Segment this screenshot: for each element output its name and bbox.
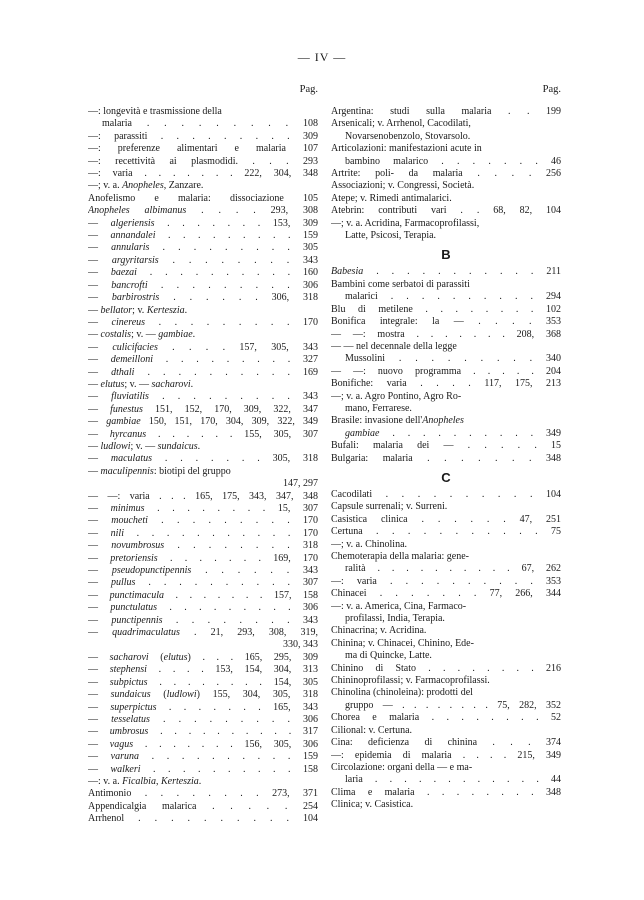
index-entry: — cinereus . . . . . . . . . 170 bbox=[88, 316, 318, 328]
index-entry: Bufali: malaria dei — . . . . . 15 bbox=[331, 440, 561, 452]
index-entry: — annandalei . . . . . . . . . 159 bbox=[88, 230, 318, 242]
pag-label-left: Pag. bbox=[299, 84, 318, 95]
index-entry: bambino malarico . . . . . . . 46 bbox=[345, 155, 561, 167]
index-entry: profilassi, India, Terapia. bbox=[345, 613, 445, 625]
index-entry: 330, 343 bbox=[283, 639, 318, 651]
index-entry: Bambini come serbatoi di parassiti bbox=[331, 278, 470, 290]
index-entry: — hyrcanus . . . . . . 155, 305, 307 bbox=[88, 428, 318, 440]
index-entry: Argentina: studi sulla malaria . . 199 bbox=[331, 106, 561, 117]
index-entry: Chinino di Stato . . . . . . . . 216 bbox=[331, 662, 561, 674]
index-entry: Cina: deficienza di chinina . . . 374 bbox=[331, 737, 561, 749]
index-entry: — annularis . . . . . . . . . 305 bbox=[88, 242, 318, 254]
index-entry: —: recettività ai plasmodidi. . . . 293 bbox=[88, 155, 318, 167]
index-entry: — punctimacula . . . . . . . 157, 158 bbox=[88, 589, 318, 601]
index-entry: — costalis; v. — gambiae. bbox=[88, 329, 196, 341]
index-entry: Chinacrina; v. Acridina. bbox=[331, 625, 427, 637]
index-entry: — novumbrosus . . . . . . . . 318 bbox=[88, 540, 318, 552]
index-entry: Mussolini . . . . . . . . . 340 bbox=[345, 353, 561, 365]
index-entry: — —: mostra . . . . . . . 208, 368 bbox=[331, 328, 561, 340]
index-entry: — varuna . . . . . . . . . . 159 bbox=[88, 751, 318, 763]
index-entry: — algeriensis . . . . . . . 153, 309 bbox=[88, 217, 318, 229]
index-entry: Certuna . . . . . . . . . . . 75 bbox=[331, 526, 561, 538]
index-entry: 147, 297 bbox=[283, 478, 318, 490]
index-entry: — fluviatilis . . . . . . . . . 343 bbox=[88, 391, 318, 403]
index-entry: —; v. a. Acridina, Farmacoprofilassi, bbox=[331, 217, 480, 229]
index-entry: Casistica clinica . . . . . . 47, 251 bbox=[331, 513, 561, 525]
index-entry: Bonifiche: varia . . . . 117, 175, 213 bbox=[331, 378, 561, 390]
index-entry: Anofelismo e malaria: dissociazione 105 bbox=[88, 192, 318, 204]
index-entry: — elutus; v. — sacharovi. bbox=[88, 378, 194, 390]
index-entry: — bancrofti . . . . . . . . . 306 bbox=[88, 279, 318, 291]
index-entry: — ludlowi; v. — sundaicus. bbox=[88, 440, 201, 452]
c-entry-list bbox=[331, 489, 561, 812]
index-entry: — walkeri . . . . . . . . . . 158 bbox=[88, 763, 318, 775]
left-entry-list bbox=[88, 106, 318, 826]
section-heading-b: B bbox=[441, 247, 451, 263]
index-entry: Bulgaria: malaria . . . . . . . 348 bbox=[331, 452, 561, 464]
index-entry: Chorea e malaria . . . . . . . . 52 bbox=[331, 712, 561, 724]
index-entry: —: varia . . . . . . . . . . 353 bbox=[331, 575, 561, 587]
index-entry: — minimus . . . . . . . . 15, 307 bbox=[88, 503, 318, 514]
index-entry: Anopheles albimanus . . . . 293, 308 bbox=[88, 205, 318, 217]
index-entry: — superpictus . . . . . . . 165, 343 bbox=[88, 701, 318, 713]
index-entry: Novarsenobenzolo, Stovarsolo. bbox=[345, 130, 471, 142]
index-entry: — dthali . . . . . . . . . . 169 bbox=[88, 366, 318, 378]
index-entry: —: longevità e trasmissione della bbox=[88, 106, 222, 117]
index-entry: — bellator; v. Kerteszia. bbox=[88, 304, 188, 316]
index-entry: — demeilloni . . . . . . . . . 327 bbox=[88, 354, 318, 366]
index-entry: — sacharovi (elutus) . . . 165, 295, 309 bbox=[88, 651, 318, 663]
index-entry: Brasile: invasione dell'Anopheles bbox=[331, 415, 464, 427]
index-entry: — maculipennis: biotipi del gruppo bbox=[88, 465, 231, 477]
index-entry: Antimonio . . . . . . . . 273, 371 bbox=[88, 788, 318, 800]
index-entry: — quadrimaculatus . 21, 293, 308, 319, bbox=[88, 627, 318, 639]
index-entry: Cacodilati . . . . . . . . . . 104 bbox=[331, 488, 561, 500]
index-entry: — pseudopunctipennis . . . . . . 343 bbox=[88, 565, 318, 577]
index-entry: ma di Quincke, Latte. bbox=[345, 650, 432, 662]
index-entry: Latte, Psicosi, Terapia. bbox=[345, 230, 437, 242]
index-entry: —: v. a. America, Cina, Farmaco- bbox=[331, 600, 467, 612]
index-entry: — pretoriensis . . . . . . . 169, 170 bbox=[88, 552, 318, 564]
index-entry: Blu di metilene . . . . . . . . 102 bbox=[331, 303, 561, 315]
a-entries-continued bbox=[331, 106, 561, 242]
index-entry: — — nel decennale della legge bbox=[331, 340, 457, 352]
index-entry: Arrhenol . . . . . . . . . . 104 bbox=[88, 813, 318, 825]
page-number: — IV — bbox=[297, 50, 347, 64]
index-entry: — punctipennis . . . . . . . . 343 bbox=[88, 614, 318, 626]
index-entry: gambiae . . . . . . . . . . 349 bbox=[345, 427, 561, 439]
index-entry: — subpictus . . . . . . . . 154, 305 bbox=[88, 676, 318, 688]
index-entry: Artrite: poli- da malaria . . . . 256 bbox=[331, 168, 561, 180]
index-entry: —: parassiti . . . . . . . . . 309 bbox=[88, 130, 318, 142]
index-entry: laria . . . . . . . . . . . . 44 bbox=[345, 774, 561, 786]
index-entry: — funestus 151, 152, 170, 309, 322, 347 bbox=[88, 403, 318, 415]
index-entry: gruppo — . . . . . . . . 75, 282, 352 bbox=[345, 699, 561, 711]
index-entry: Cilional: v. Certuna. bbox=[331, 724, 413, 736]
index-entry: — nili . . . . . . . . . . . 170 bbox=[88, 527, 318, 539]
index-entry: — —: nuovo programma . . . . . 204 bbox=[331, 365, 561, 377]
index-entry: malarici . . . . . . . . . . 294 bbox=[345, 291, 561, 303]
index-column-left bbox=[88, 84, 318, 826]
index-entry: Capsule surrenali; v. Surreni. bbox=[331, 501, 448, 513]
pag-label-right: Pag. bbox=[542, 84, 561, 95]
index-entry: — moucheti . . . . . . . . . 170 bbox=[88, 515, 318, 527]
section-heading-c: C bbox=[441, 469, 451, 485]
index-entry: Appendicalgia malarica . . . . . 254 bbox=[88, 800, 318, 812]
index-entry: Atebrin: contributi vari . . 68, 82, 104 bbox=[331, 205, 561, 217]
index-entry: Clinica; v. Casistica. bbox=[331, 799, 414, 811]
index-entry: — baezai . . . . . . . . . . 160 bbox=[88, 267, 318, 279]
index-entry: —; v. a. Chinolina. bbox=[331, 538, 408, 550]
index-entry: Chinolina (chinoleina): prodotti del bbox=[331, 687, 473, 699]
index-entry: — stephensi . . . . 153, 154, 304, 313 bbox=[88, 664, 318, 676]
index-entry: — sundaicus (ludlowi) 155, 304, 305, 318 bbox=[88, 689, 318, 701]
index-entry: Chininoprofilassi; v. Farmacoprofilassi. bbox=[331, 675, 490, 687]
index-entry: Atepe; v. Rimedi antimalarici. bbox=[331, 192, 452, 204]
index-entry: Arsenicali; v. Arrhenol, Cacodilati, bbox=[331, 118, 471, 130]
index-entry: —: v. a. Ficalbia, Kerteszia. bbox=[88, 775, 202, 787]
index-entry: — culicifacies . . . . 157, 305, 343 bbox=[88, 341, 318, 353]
index-entry: — gambiae 150, 151, 170, 304, 309, 322, 349 bbox=[88, 416, 318, 428]
b-entry-list bbox=[331, 266, 561, 465]
index-entry: — vagus . . . . . . . 156, 305, 306 bbox=[88, 738, 318, 750]
index-entry: — umbrosus . . . . . . . . . . 317 bbox=[88, 726, 318, 738]
index-entry: — barbirostris . . . . . . 306, 318 bbox=[88, 292, 318, 304]
index-column-right bbox=[331, 84, 561, 812]
index-entry: —: varia . . . . . . . 222, 304, 348 bbox=[88, 168, 318, 180]
index-entry: —; v. a. Agro Pontino, Agro Ro- bbox=[331, 390, 462, 402]
index-entry: — argyritarsis . . . . . . . . 343 bbox=[88, 254, 318, 266]
index-entry: Circolazione: organi della — e ma- bbox=[331, 761, 473, 773]
index-entry: — punctulatus . . . . . . . . . 306 bbox=[88, 602, 318, 614]
index-entry: Chinina; v. Chinacei, Chinino, Ede- bbox=[331, 637, 474, 649]
index-entry: —; v. a. Anopheles, Zanzare. bbox=[88, 180, 204, 192]
index-entry: — —: varia . . . 165, 175, 343, 347, 348 bbox=[88, 490, 318, 502]
index-entry: Clima e malaria . . . . . . . . 348 bbox=[331, 786, 561, 798]
index-entry: Articolazioni: manifestazioni acute in bbox=[331, 143, 482, 155]
index-entry: malaria . . . . . . . . . 108 bbox=[102, 118, 318, 130]
index-entry: Bonifica integrale: la — . . . . 353 bbox=[331, 316, 561, 328]
index-entry: ralità . . . . . . . . . . 67, 262 bbox=[345, 563, 561, 575]
index-entry: Chinacei . . . . . . . 77, 266, 344 bbox=[331, 588, 561, 600]
index-entry: Associazioni; v. Congressi, Società. bbox=[331, 180, 475, 192]
index-entry: — pullus . . . . . . . . . . 307 bbox=[88, 577, 318, 589]
index-entry: — tesselatus . . . . . . . . . 306 bbox=[88, 713, 318, 725]
index-entry: mano, Ferrarese. bbox=[345, 402, 412, 414]
index-entry: — maculatus . . . . . . . 305, 318 bbox=[88, 453, 318, 465]
index-entry: Babesia . . . . . . . . . . . 211 bbox=[331, 266, 561, 278]
index-entry: Chemoterapia della malaria: gene- bbox=[331, 551, 469, 562]
index-entry: —: epidemia di malaria . . . . 215, 349 bbox=[331, 749, 561, 761]
index-entry: —: preferenze alimentari e malaria 107 bbox=[88, 143, 318, 155]
